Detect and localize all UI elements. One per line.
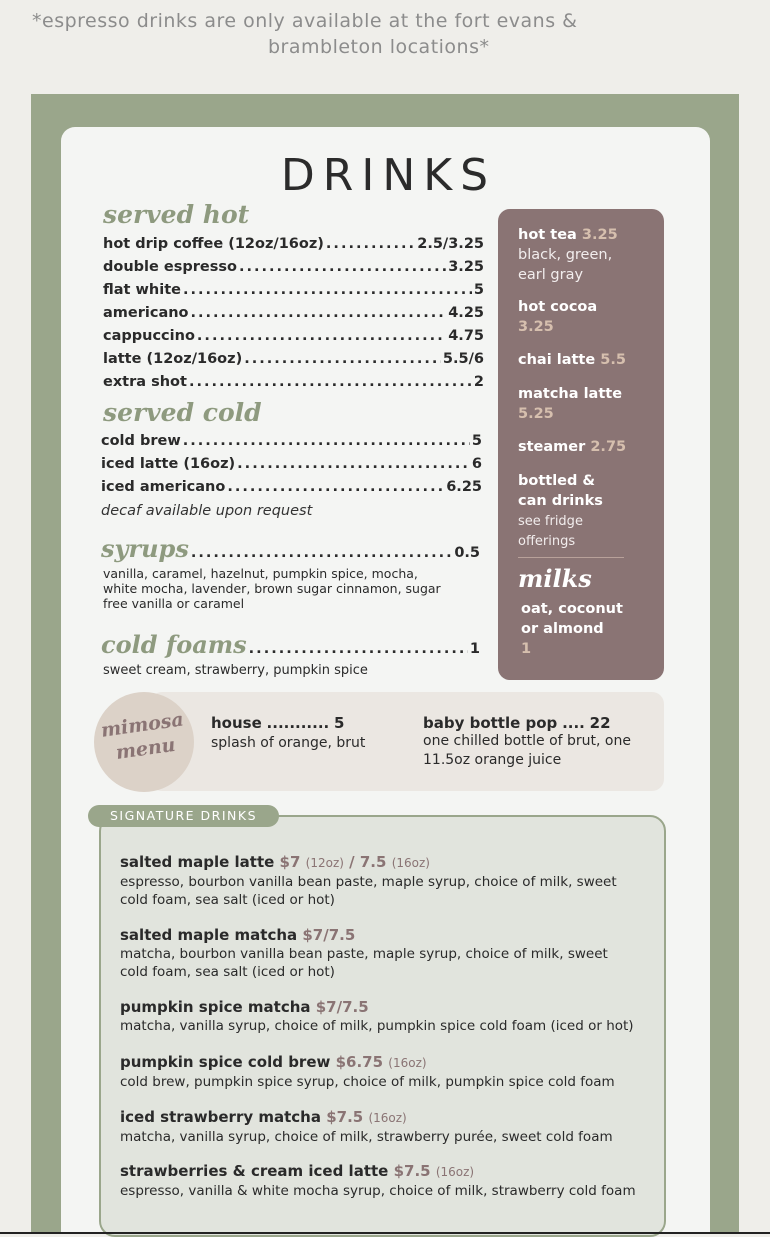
item-name: cold brew (101, 433, 181, 449)
sig-desc-2: cold foam, sea salt (iced or hot) (120, 892, 335, 908)
sig-desc-1: espresso, vanilla & white mocha syrup, choice of milk, strawberry cold foam (120, 1183, 636, 1199)
item-price: 6.25 (446, 479, 482, 495)
sig-price: $7 (279, 853, 301, 871)
sig-price-2: 7.5 (359, 853, 387, 871)
menu-item (101, 456, 482, 476)
side-milks (521, 599, 623, 659)
baby-name: baby bottle pop (423, 714, 558, 732)
decaf-note: decaf available upon request (101, 503, 313, 519)
sig-name: strawberries & cream iced latte (120, 1162, 389, 1180)
cold-foams-heading: cold foams (101, 630, 247, 659)
sig-price: $6.75 (335, 1053, 384, 1071)
sig-name: iced strawberry matcha (120, 1108, 321, 1126)
sig-desc-2: cold foam, sea salt (iced or hot) (120, 964, 335, 980)
baby-desc-1: one chilled bottle of brut, one (423, 733, 631, 749)
sig-desc-1: matcha, vanilla syrup, choice of milk, pumpkin spice cold foam (iced or hot) (120, 1018, 634, 1034)
menu-item (103, 374, 484, 394)
house-name: house (211, 714, 262, 732)
bottled-sub-2: offerings (518, 534, 576, 549)
menu-item (103, 236, 484, 256)
syrups-heading: syrups (101, 534, 189, 563)
sig-size-2: (16oz) (391, 856, 430, 870)
signature-label: SIGNATURE DRINKS (88, 805, 279, 827)
item-price: 5 (473, 282, 484, 298)
served-hot-heading: served hot (103, 200, 250, 229)
matcha-price: 5.25 (518, 406, 554, 422)
matcha-name: matcha latte (518, 386, 623, 402)
item-name: iced latte (16oz) (101, 456, 236, 472)
sig-desc-1: matcha, bourbon vanilla bean paste, maple syrup, choice of milk, sweet (120, 946, 608, 962)
house-desc: splash of orange, brut (211, 735, 366, 751)
hot-cocoa-name: hot cocoa (518, 299, 598, 315)
sig-desc-1: espresso, bourbon vanilla bean paste, maple syrup, choice of milk, sweet (120, 874, 617, 890)
item-name: flat white (103, 282, 181, 298)
item-price: 2.5/3.25 (417, 236, 484, 252)
side-matcha (518, 384, 622, 424)
menu-item (101, 433, 482, 453)
cold-foams-desc: sweet cream, strawberry, pumpkin spice (103, 663, 368, 678)
item-price: 5.5/6 (442, 351, 484, 367)
sig-price: $7.5 (393, 1162, 431, 1180)
mimosa-heading-1: mimosa (99, 708, 186, 742)
menu-item (103, 351, 484, 371)
milks-line-2: or almond (521, 621, 604, 637)
side-hot-tea (518, 225, 618, 285)
steamer-name: steamer (518, 439, 586, 455)
steamer-price: 2.75 (590, 439, 627, 455)
menu-item (103, 259, 484, 279)
milks-heading: milks (518, 564, 592, 593)
menu-item (103, 328, 484, 348)
cold-foams-row (101, 630, 480, 660)
item-name: extra shot (103, 374, 187, 390)
bottled-line-2: can drinks (518, 493, 603, 509)
signature-item (120, 1052, 660, 1091)
hot-tea-sub-2: earl gray (518, 267, 584, 283)
syrups-price: 0.5 (454, 545, 480, 561)
menu-item (103, 282, 484, 302)
side-panel (498, 209, 664, 680)
page-title: DRINKS (280, 150, 497, 201)
sig-size: (16oz) (368, 1111, 407, 1125)
baby-price: 22 (589, 714, 611, 732)
item-name: hot drip coffee (12oz/16oz) (103, 236, 324, 252)
side-hot-cocoa (518, 297, 597, 337)
item-name: americano (103, 305, 189, 321)
syrups-line-2: white mocha, lavender, brown sugar cinnamon, sugar (103, 581, 441, 596)
item-price: 3.25 (448, 259, 484, 275)
syrups-line-1: vanilla, caramel, hazelnut, pumpkin spice, mocha, (103, 566, 418, 581)
baby-desc-2: 11.5oz orange juice (423, 752, 562, 768)
sig-name: salted maple matcha (120, 926, 298, 944)
signature-item (120, 1161, 660, 1200)
item-name: latte (12oz/16oz) (103, 351, 243, 367)
sig-size: (16oz) (388, 1056, 427, 1070)
side-steamer (518, 437, 626, 457)
sig-sep: / (343, 853, 360, 871)
cold-foams-price: 1 (469, 641, 480, 657)
sig-price: $7/7.5 (315, 998, 369, 1016)
side-bottled (518, 471, 603, 551)
notice-line-2: brambleton locations* (268, 36, 490, 58)
signature-item (120, 1107, 660, 1146)
item-price: 6 (471, 456, 482, 472)
bottled-line-1: bottled & (518, 473, 596, 489)
sig-name: pumpkin spice cold brew (120, 1053, 331, 1071)
signature-item (120, 997, 660, 1035)
sig-name: salted maple latte (120, 853, 275, 871)
chai-price: 5.5 (600, 352, 626, 368)
hot-tea-sub-1: black, green, (518, 247, 613, 263)
syrups-line-3: free vanilla or caramel (103, 596, 245, 611)
item-price: 2 (473, 374, 484, 390)
syrups-list (103, 566, 441, 611)
bottled-sub-1: see fridge (518, 514, 583, 529)
item-name: cappuccino (103, 328, 195, 344)
menu-item (101, 479, 482, 499)
sig-desc-1: matcha, vanilla syrup, choice of milk, strawberry purée, sweet cold foam (120, 1129, 613, 1145)
hot-cocoa-price: 3.25 (518, 319, 554, 335)
sig-size: (12oz) (305, 856, 344, 870)
mimosa-house (211, 714, 365, 753)
house-price: 5 (334, 714, 345, 732)
syrups-row (101, 534, 480, 564)
sig-name: pumpkin spice matcha (120, 998, 311, 1016)
served-cold-heading: served cold (103, 398, 262, 427)
hot-tea-name: hot tea (518, 227, 577, 243)
item-name: double espresso (103, 259, 237, 275)
sig-size: (16oz) (435, 1165, 475, 1179)
side-divider (518, 557, 624, 558)
side-chai (518, 350, 626, 370)
notice-line-1: *espresso drinks are only available at the fort evans & (32, 10, 578, 32)
sig-price: $7/7.5 (302, 926, 356, 944)
sig-desc-1: cold brew, pumpkin spice syrup, choice of milk, pumpkin spice cold foam (120, 1074, 615, 1090)
menu-item (103, 305, 484, 325)
item-price: 5 (471, 433, 482, 449)
milks-line-1: oat, coconut (521, 601, 623, 617)
signature-item (120, 852, 660, 909)
baby-dots: .... (562, 714, 585, 732)
item-price: 4.75 (448, 328, 484, 344)
milks-price: 1 (521, 641, 532, 657)
mimosa-baby-bottle (423, 714, 631, 770)
signature-item (120, 925, 660, 981)
sig-price: $7.5 (326, 1108, 364, 1126)
item-price: 4.25 (448, 305, 484, 321)
chai-name: chai latte (518, 352, 596, 368)
hot-tea-price: 3.25 (581, 227, 618, 243)
mimosa-heading-2: menu (114, 733, 177, 764)
house-dots: ........... (266, 714, 330, 732)
item-name: iced americano (101, 479, 226, 495)
